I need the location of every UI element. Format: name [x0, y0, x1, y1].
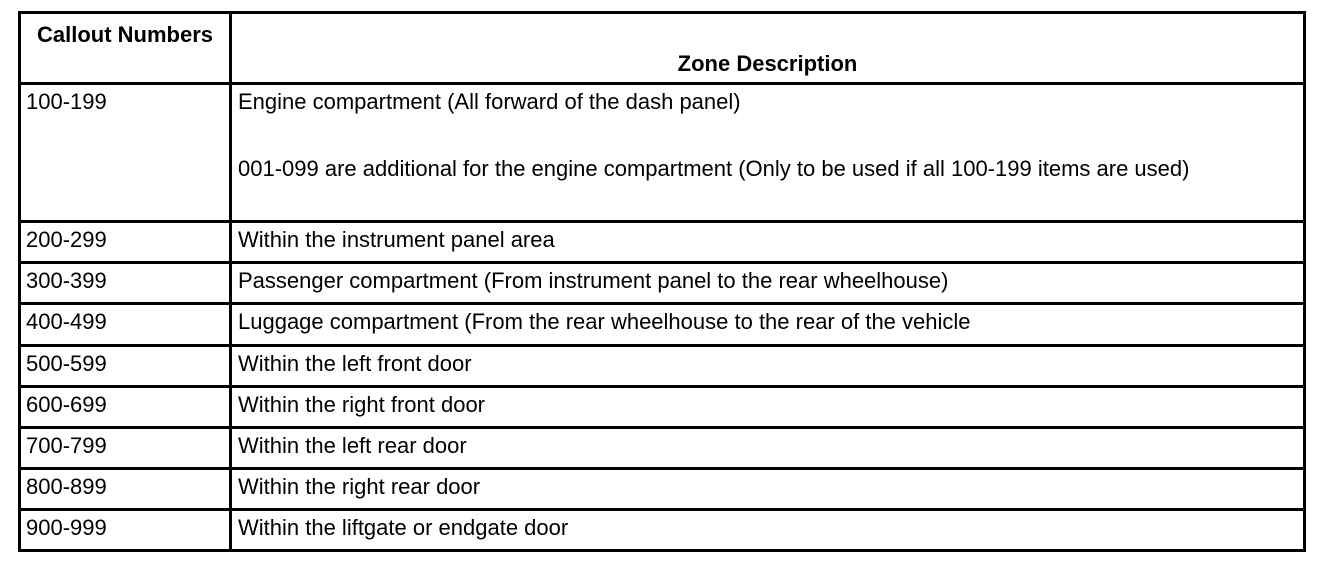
table-row — [20, 427, 1305, 468]
zone-description-text: Engine compartment (All forward of the dash panel) — [238, 89, 741, 114]
zone-description-cell: Within the liftgate or endgate door — [231, 509, 1305, 550]
table-row — [20, 509, 1305, 550]
zone-description-cell — [231, 84, 1305, 222]
callout-range-cell: 100-199 — [20, 84, 231, 222]
table-header — [20, 13, 1305, 84]
table-row — [20, 386, 1305, 427]
zone-description-cell: Within the left rear door — [231, 427, 1305, 468]
table-row — [20, 304, 1305, 345]
callout-range-cell: 400-499 — [20, 304, 231, 345]
zone-description-cell: Within the right rear door — [231, 468, 1305, 509]
table-row — [20, 263, 1305, 304]
zone-description-cell: Within the right front door — [231, 386, 1305, 427]
table-row — [20, 345, 1305, 386]
callout-numbers-header: Callout Numbers — [20, 13, 231, 84]
header-row — [20, 13, 1305, 84]
table-row — [20, 468, 1305, 509]
zone-description-header: Zone Description — [231, 13, 1305, 84]
table-row — [20, 84, 1305, 222]
callout-range-cell: 700-799 — [20, 427, 231, 468]
callout-range-cell: 200-299 — [20, 222, 231, 263]
zone-description-cell: Within the left front door — [231, 345, 1305, 386]
zone-table — [18, 11, 1306, 552]
callout-range-cell: 600-699 — [20, 386, 231, 427]
zone-description-note: 001-099 are additional for the engine compartment (Only to be used if all 100-199 items are used) — [238, 156, 1190, 181]
callout-range-cell: 300-399 — [20, 263, 231, 304]
table-row — [20, 222, 1305, 263]
callout-range-cell: 900-999 — [20, 509, 231, 550]
table-body — [20, 84, 1305, 551]
callout-range-cell: 800-899 — [20, 468, 231, 509]
zone-description-cell: Passenger compartment (From instrument panel to the rear wheelhouse) — [231, 263, 1305, 304]
callout-range-cell: 500-599 — [20, 345, 231, 386]
zone-description-cell: Luggage compartment (From the rear wheelhouse to the rear of the vehicle — [231, 304, 1305, 345]
zone-description-cell: Within the instrument panel area — [231, 222, 1305, 263]
